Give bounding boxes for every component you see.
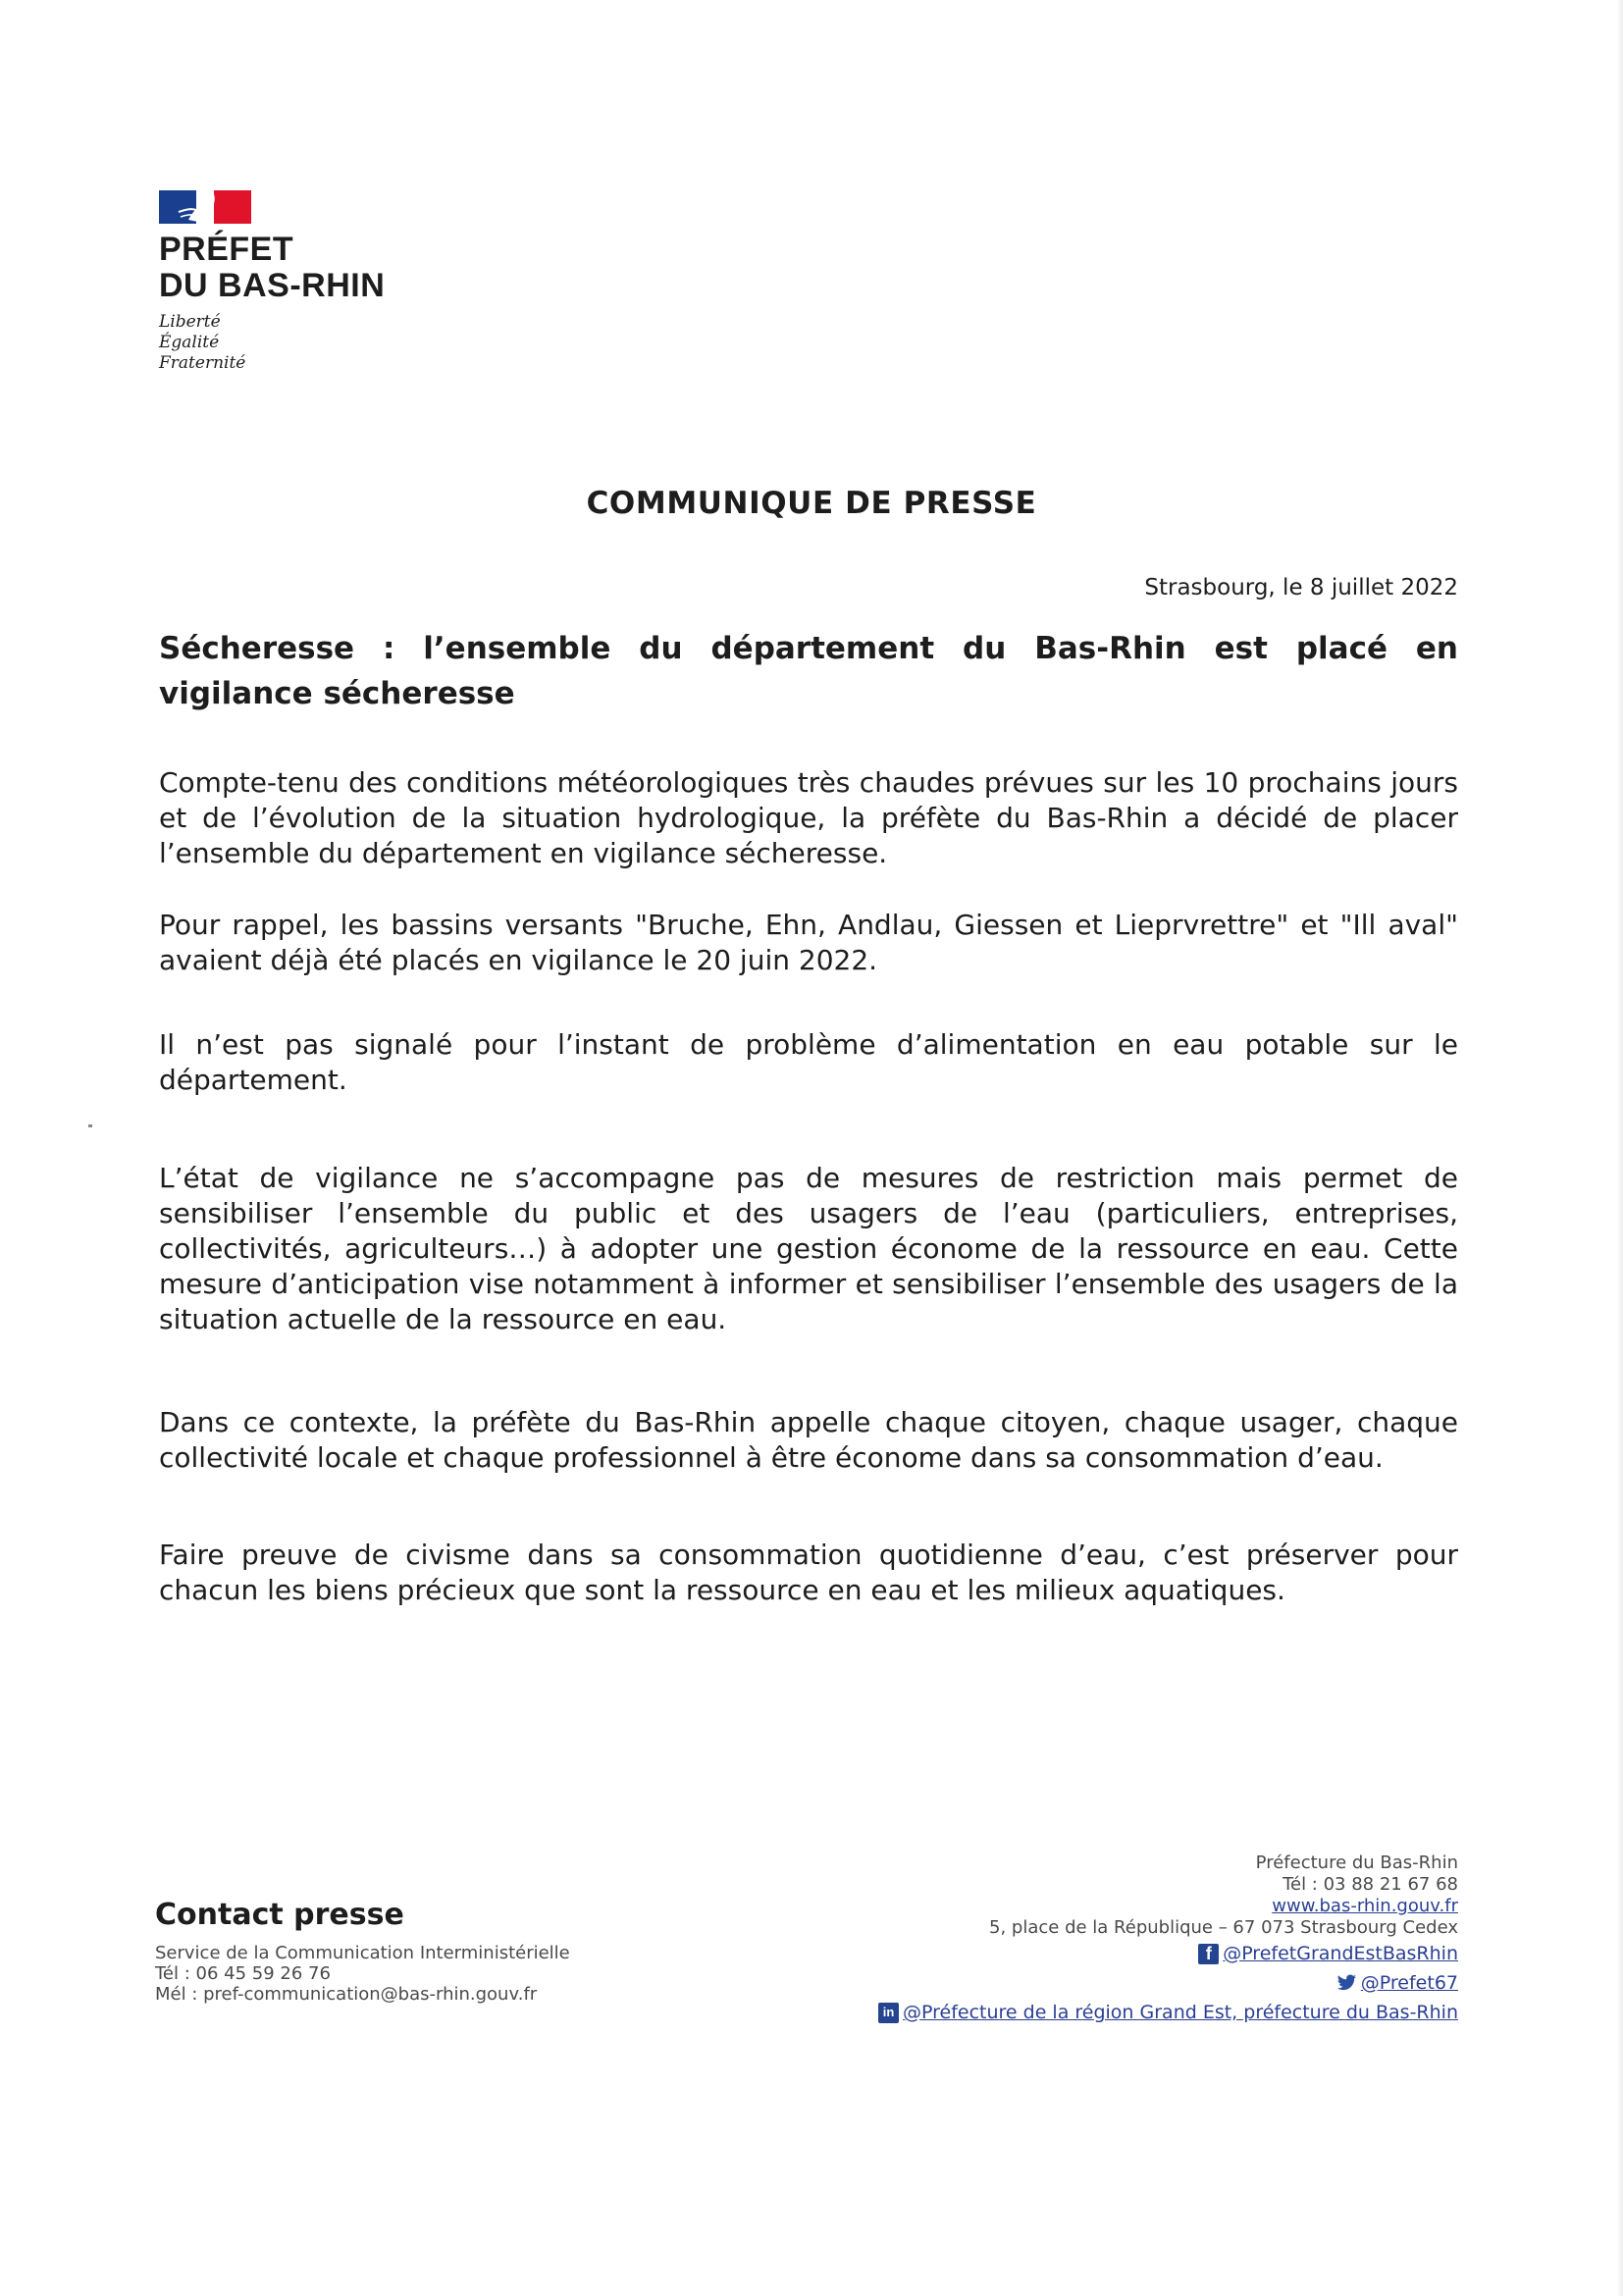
footer-website-link[interactable]: www.bas-rhin.gouv.fr — [1272, 1896, 1458, 1916]
page-edge — [1617, 0, 1623, 2296]
paragraph-4: L’état de vigilance ne s’accompagne pas de mesures de restriction mais permet de sensibiliser l’ensemble du public et des usagers de l’eau (particuliers, entreprises, collectivités, agriculteurs…) à adopter une gestion économe de la ressource en eau. Cette mesure d’anticipation vise notamment à informer et sensibiliser l’ensemble des usagers de la situation actuelle de la ressource en eau. — [159, 1162, 1458, 1335]
twitter-link[interactable] — [878, 1968, 1458, 1998]
linkedin-icon: in — [878, 2003, 899, 2023]
marianne-flag-icon — [159, 190, 251, 224]
prefecture-footer — [878, 1852, 1458, 2027]
motto-liberte: Liberté — [159, 312, 221, 332]
scan-mark — [88, 1124, 92, 1127]
motto-fraternite: Fraternité — [159, 353, 246, 373]
org-name-line2: DU BAS-RHIN — [159, 267, 386, 304]
footer-tel: Tél : 03 88 21 67 68 — [1283, 1874, 1458, 1895]
paragraph-3: Il n’est pas signalé pour l’instant de problème d’alimentation en eau potable sur le département. — [159, 1028, 1458, 1096]
linkedin-link[interactable] — [878, 1998, 1458, 2027]
paragraph-5: Dans ce contexte, la préfète du Bas-Rhin appelle chaque citoyen, chaque usager, chaque collectivité locale et chaque professionnel à être économe dans sa consommation d’eau. — [159, 1406, 1458, 1474]
motto-egalite: Égalité — [159, 333, 220, 352]
contact-email: Mél : pref-communication@bas-rhin.gouv.fr — [155, 1984, 538, 2005]
facebook-link[interactable] — [878, 1939, 1458, 1968]
footer-address: 5, place de la République – 67 073 Strasbourg Cedex — [989, 1917, 1458, 1938]
twitter-handle: @Prefet67 — [1360, 1972, 1458, 1994]
paragraph-1: Compte-tenu des conditions météorologiques très chaudes prévues sur les 10 prochains jours et de l’évolution de la situation hydrologique, la préfète du Bas-Rhin a décidé de placer l’ensemble du département en vigilance sécheresse. — [159, 766, 1458, 869]
prefet-logo — [159, 190, 414, 374]
twitter-icon — [1336, 1973, 1357, 1994]
contact-service: Service de la Communication Interministérielle — [155, 1943, 570, 1963]
facebook-icon: f — [1198, 1944, 1219, 1964]
press-contact — [155, 1896, 570, 2005]
org-name-line1: PRÉFET — [159, 231, 294, 268]
document-date: Strasbourg, le 8 juillet 2022 — [1144, 575, 1458, 600]
paragraph-6: Faire preuve de civisme dans sa consommation quotidienne d’eau, c’est préserver pour chacun les biens précieux que sont la ressource en eau et les milieux aquatiques. — [159, 1539, 1458, 1606]
motto — [159, 312, 414, 374]
footer-name: Préfecture du Bas-Rhin — [1255, 1852, 1458, 1873]
headline: Sécheresse : l’ensemble du département du Bas-Rhin est placé en vigilance sécheresse — [159, 631, 1458, 711]
linkedin-handle: @Préfecture de la région Grand Est, préfecture du Bas-Rhin — [902, 2002, 1458, 2023]
facebook-handle: @PrefetGrandEstBasRhin — [1223, 1943, 1458, 1964]
document-title: COMMUNIQUE DE PRESSE — [586, 486, 1037, 521]
contact-heading: Contact presse — [155, 1898, 404, 1932]
org-name — [159, 232, 414, 304]
paragraph-2: Pour rappel, les bassins versants "Bruche, Ehn, Andlau, Giessen et Lieprvrettre" et "Ill aval" avaient déjà été placés en vigilance le 20 juin 2022. — [159, 909, 1458, 976]
contact-tel: Tél : 06 45 59 26 76 — [155, 1963, 331, 1984]
